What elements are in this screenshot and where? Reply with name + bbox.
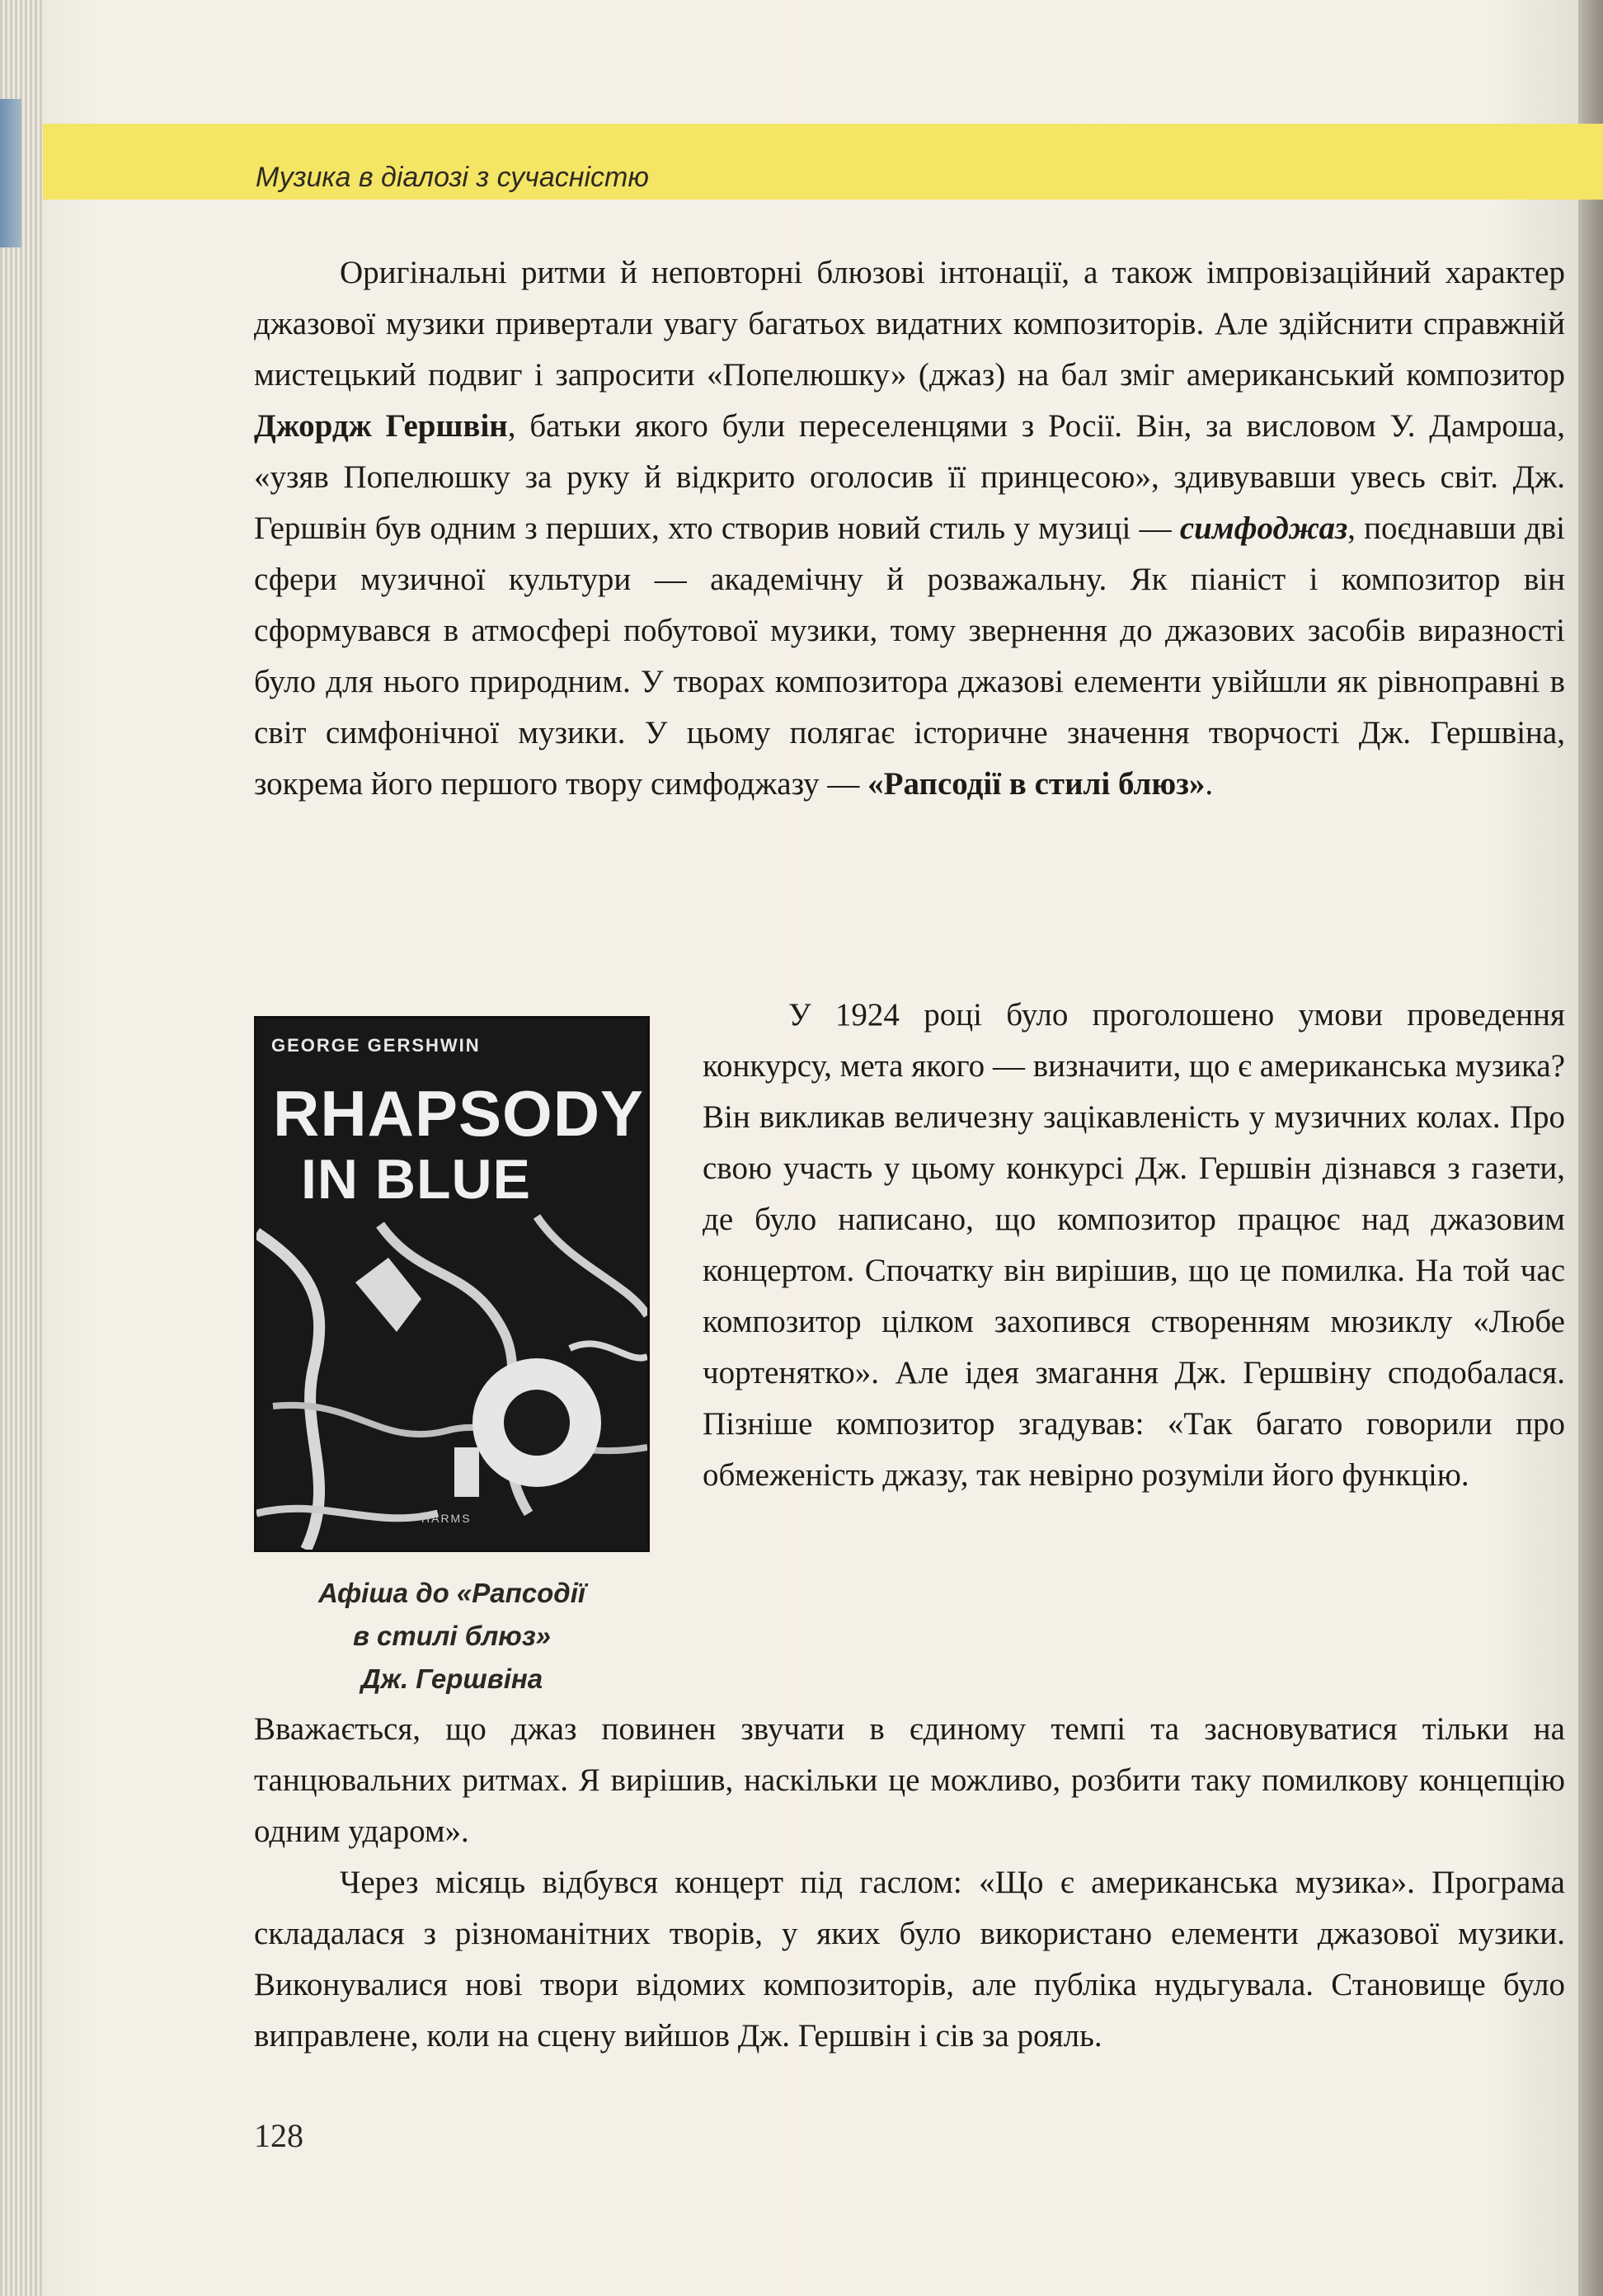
- poster-figure: [254, 1016, 650, 1701]
- caption-line: в стилі блюз»: [352, 1621, 552, 1651]
- paragraph1-part2: , батьки якого були переселенцями з Росії. Він, за висловом У. Дамроша, «узяв Попелюшку за руку й відкрито оголосив її принцесою», здивувавши увесь світ. Дж. Гершвін був одним з перших, хто створив новий стиль у музиці —: [254, 408, 1565, 546]
- caption-line: Дж. Гершвіна: [360, 1663, 543, 1694]
- paragraph2-full-text: Вважається, що джаз повинен звучати в єдиному темпі та засновуватися тільки на танцювальних ритмах. Я вирішив, наскільки це можливо, розбити таку помилкову концепцію одним ударом».: [254, 1711, 1565, 1849]
- paragraph-gershwin-intro: [254, 247, 1565, 810]
- page-binding-edge: [0, 0, 43, 2296]
- paragraph1-part3: , поєднавши дві сфери музичної культури — академічну й розважальну. Як піаніст і композитор він сформувався в атмосфері побутової музики, тому звернення до джазових засобів виразності було для нього природним. У творах композитора джазові елементи увійшли як рівноправні в світ симфонічної музики. У цьому полягає історичне значення творчості Дж. Гершвіна, зокрема його першого твору симфоджазу —: [254, 510, 1565, 802]
- poster-title-line2: IN BLUE: [301, 1148, 531, 1211]
- paragraph-competition-side: [703, 990, 1565, 1501]
- paragraph2-side-text: У 1924 році було проголошено умови проведення конкурсу, мета якого — визначити, що є американська музика? Він викликав величезну зацікавленість у музичних колах. Про свою участь у цьому конкурсі Дж. Гершвін дізнався з газети, де було написано, що композитор працює над джазовим концертом. Спочатку він вирішив, що це помилка. На той час композитор цілком захопився створенням мюзиклу «Любе чортенятко». Але ідея змагання Дж. Гершвіну сподобалася. Пізніше композитор згадував: «Так багато говорили про обмеженість джазу, так невірно розуміли його функцію.: [703, 997, 1565, 1493]
- paragraph-competition-continued: [254, 1704, 1565, 2062]
- paragraph3-text: Через місяць відбувся концерт під гаслом: «Що є американська музика». Програма складалася з різноманітних творів, у яких було використано елементи джазової музики. Виконувалися нові твори відомих композиторів, але публіка нудьгувала. Становище було виправлене, коли на сцену вийшов Дж. Гершвін і сів за рояль.: [254, 1865, 1565, 2054]
- page-right-shadow: [1578, 0, 1603, 2296]
- binding-color-strip: [0, 99, 21, 247]
- composer-name: Джордж Гершвін: [254, 408, 508, 444]
- page-number: 128: [254, 2117, 303, 2154]
- poster-title-line1: RHAPSODY: [273, 1077, 645, 1150]
- poster-composer-name: GEORGE GERSHWIN: [271, 1035, 481, 1056]
- caption-line: Афіша до «Рапсодії: [317, 1578, 586, 1608]
- rhapsody-poster-image: [254, 1016, 650, 1552]
- term-symphojazz: симфоджаз: [1179, 510, 1348, 546]
- section-header-title: Музика в діалозі з сучасністю: [256, 162, 649, 193]
- work-title: «Рапсодії в стилі блюз»: [867, 766, 1206, 802]
- poster-caption: [254, 1572, 650, 1701]
- poster-publisher: HARMS: [421, 1512, 472, 1525]
- paragraph1-part4: .: [1205, 766, 1214, 802]
- paragraph1-part1: Оригінальні ритми й неповторні блюзові інтонації, а також імпровізаційний характер джазової музики привертали увагу багатьох видатних композиторів. Але здійснити справжній мистецький подвиг і запросити «Попелюшку» (джаз) на бал зміг американський композитор: [254, 255, 1565, 393]
